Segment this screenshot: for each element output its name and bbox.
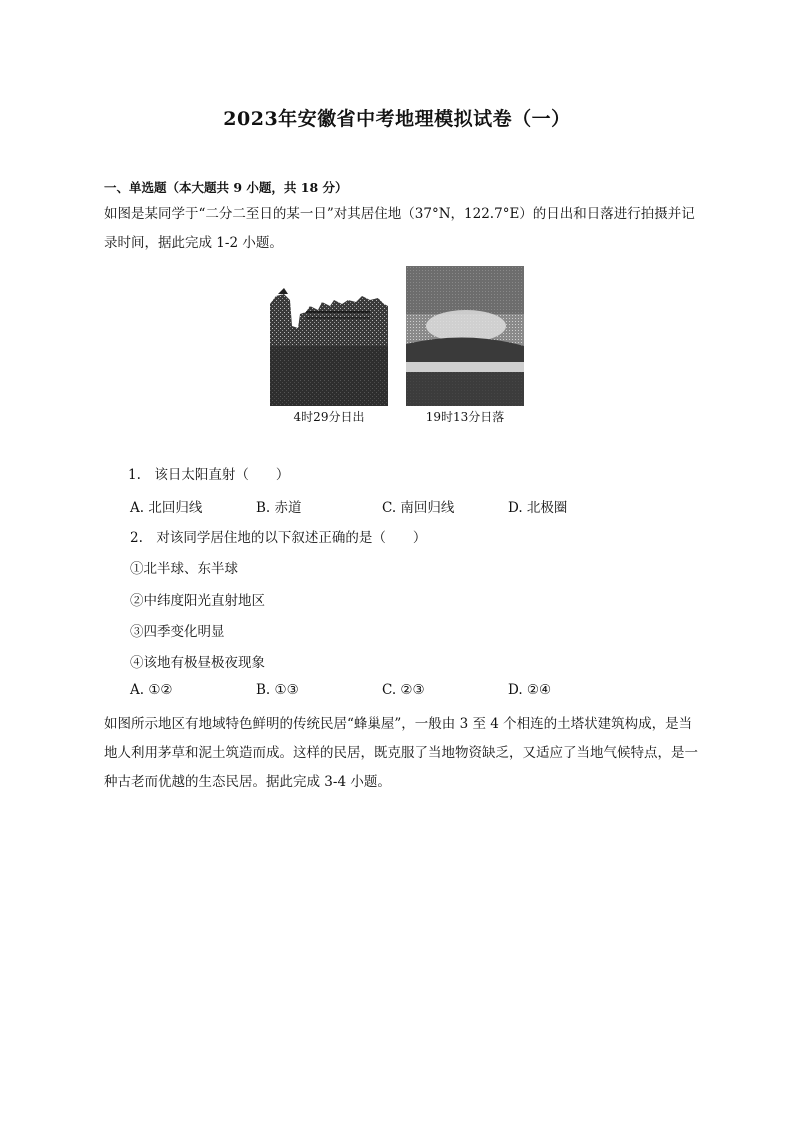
intro-paragraph-2: 如图所示地区有地域特色鲜明的传统民居“蜂巢屋”，一般由 3 至 4 个相连的土塔状建筑构成，是当地人利用茅草和泥土筑造而成。这样的民居，既克服了当地物资缺乏，又适应了当地气候特点，是一种古老而优越的生态民居。据此完成 3-4 小题。 — [104, 716, 698, 790]
section-heading: 一、单选题（本大题共 9 小题，共 18 分） — [104, 180, 348, 195]
question-1-stem: 1. 该日太阳直射（ ） — [128, 467, 290, 483]
question-2-statement-1: ①北半球、东半球 — [130, 561, 238, 577]
exam-title: 2023年安徽省中考地理模拟试卷（一） — [223, 108, 571, 130]
question-1-option-b: B. 赤道 — [256, 500, 302, 516]
question-1-option-d: D. 北极圈 — [508, 500, 568, 516]
question-1-option-c: C. 南回归线 — [382, 500, 455, 516]
question-2-option-b: B. ①③ — [256, 682, 299, 698]
question-2-option-a: A. ①② — [130, 682, 173, 698]
sunrise-caption: 4时29分日出 — [293, 410, 365, 424]
question-2-option-c: C. ②③ — [382, 682, 425, 698]
question-2-statement-2: ②中纬度阳光直射地区 — [130, 593, 265, 609]
sunrise-photo — [270, 266, 388, 406]
question-2-statement-4: ④该地有极昼极夜现象 — [130, 655, 265, 671]
sunset-photo — [406, 266, 524, 406]
question-2-option-d: D. ②④ — [508, 682, 552, 698]
question-2-stem: 2. 对该同学居住地的以下叙述正确的是（ ） — [130, 530, 427, 546]
sunrise-sunset-figure — [270, 266, 526, 426]
question-2-statement-3: ③四季变化明显 — [130, 624, 225, 640]
question-1-option-a: A. 北回归线 — [130, 500, 203, 516]
sunset-caption: 19时13分日落 — [425, 410, 505, 424]
intro-paragraph-1: 如图是某同学于“二分二至日的某一日”对其居住地（37°N，122.7°E）的日出和日落进行拍摄并记录时间，据此完成 1-2 小题。 — [104, 206, 695, 251]
